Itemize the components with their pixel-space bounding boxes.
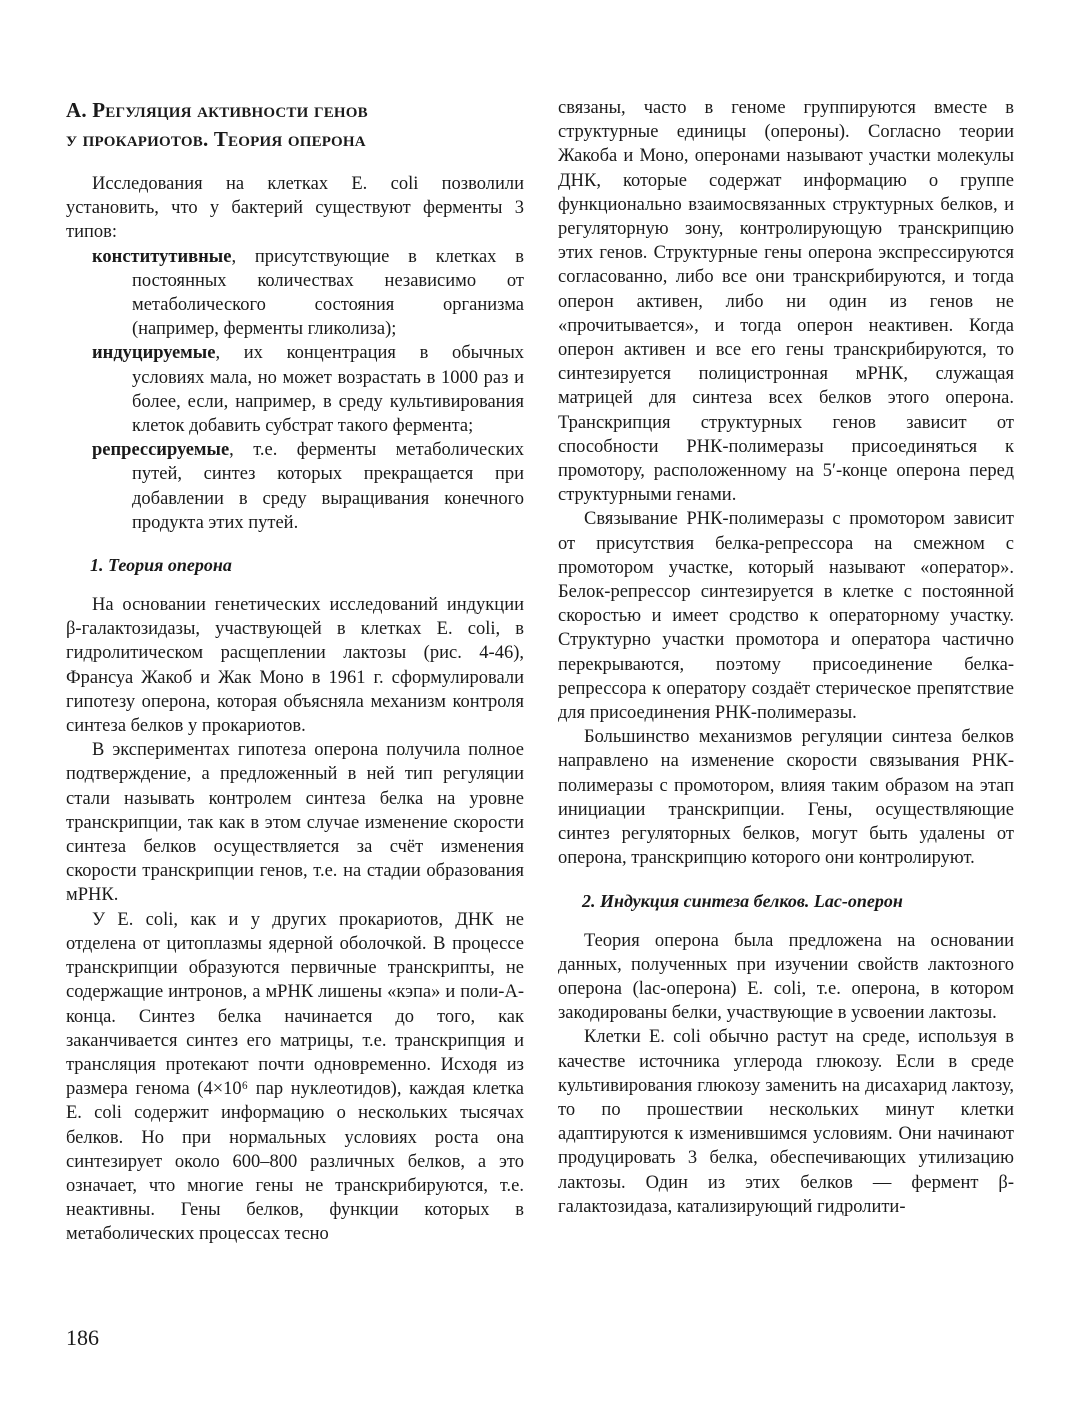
paragraph: Клетки E. coli обычно растут на среде, используя в качестве источника углерода глюкозу. Если в среде культивирования глюкозу заменить на дисахарид лактозу, то по прошествии нескольких минут клетки адаптируются к изменившимся условиям. Они начинают продуцировать 3 белка, обеспечивающих утилизацию лактозы. Один из этих белков — фермент β-галактозидаза, катализирующий гидролити- [558, 1027, 1014, 1217]
subsection-title-2: 2. Индукция синтеза белков. Lac-оперон [582, 890, 903, 911]
intro-paragraph: Исследования на клетках E. coli позволили установить, что у бактерий существуют ферменты 3 типов: [66, 174, 524, 243]
paragraph: На основании генетических исследований индукции β-галактозидазы, участвующей в клетках E. coli, в гидролитическом расщеплении лактозы (рис. 4-46), Франсуа Жакоб и Жак Моно в 1961 г. сформулировали гипотезу оперона, которая объясняла механизм контроля синтеза белков у прокариотов. [66, 595, 524, 737]
term: индуцируемые [92, 343, 216, 364]
definition: , т.е. ферменты метаболических путей, синтез которых прекращается при добавлении в среду выращивания конечного продукта этих путей. [132, 440, 524, 533]
left-column [66, 96, 524, 1247]
right-column [558, 96, 1014, 1219]
section-title-line-2: у прокариотов. Теория оперона [66, 127, 366, 151]
definition: , их концентрация в обычных условиях мала, но может возрастать в 1000 раз и более, если, например, в среду культивирования клеток добавить субстрат такого фермента; [132, 343, 524, 437]
section-title-line-1: А. Регуляция активности генов [66, 98, 368, 122]
paragraph: Теория оперона была предложена на основании данных, полученных при изучении свойств лактозного оперона (lac-оперона) E. coli, т.е. оперона, в котором закодированы белки, участвующие в усвоении лактозы. [558, 930, 1014, 1024]
page-number: 186 [66, 1325, 99, 1350]
term: конститутивные [92, 246, 232, 267]
enzyme-type-inducible [92, 341, 524, 438]
section-title [66, 96, 524, 154]
paragraph: Большинство механизмов регуляции синтеза белков направлено на изменение скорости связывания РНК-полимеразы с промотором, влияя таким образом на этап инициации транскрипции. Гены, осуществляющие синтез регуляторных белков, могут быть удалены от оперона, транскрипцию которого они контролируют. [558, 727, 1014, 869]
paragraph: Связывание РНК-полимеразы с промотором зависит от присутствия белка-репрессора на смежном с промотором участке, который называют «оператор». Белок-репрессор синтезируется в клетке с постоянной скоростью и имеет сродство к операторному участку. Структурно участки промотора и оператора частично перекрываются, поэтому присоединение белка-репрессора к оператору создаёт стерическое препятствие для присоединения РНК-полимеразы. [558, 509, 1014, 724]
subsection-title-1: 1. Теория оперона [90, 555, 232, 576]
definition: , присутствующие в клетках в постоянных количествах независимо от метаболического состояния организма (например, ферменты гликолиза); [132, 246, 524, 340]
enzyme-type-repressible [92, 438, 524, 535]
term: репрессируемые [92, 440, 230, 461]
paragraph: У E. coli, как и у других прокариотов, ДНК не отделена от цитоплазмы ядерной оболочкой. В процессе транскрипции образуются первичные транскрипты, не содержащие интронов, а мРНК лишены «кэпа» и поли-А-конца. Синтез белка начинается до того, как заканчивается синтез его матрицы, т.е. транскрипция и трансляция протекают почти одновременно. Исходя из размера генома (4×10⁶ пар нуклеотидов), каждая клетка E. coli содержит информацию о нескольких тысячах белков. Но при нормальных условиях роста она синтезирует около 600–800 различных белков, а это означает, что многие гены не транскрибируются, т.е. неактивны. Гены белков, функции которых в метаболических процессах тесно [66, 909, 524, 1245]
paragraph: В экспериментах гипотеза оперона получила полное подтверждение, а предложенный в ней тип регуляции стали называть контролем синтеза белка на уровне транскрипции, так как в этом случае изменение скорости синтеза белков осуществляется за счёт изменения скорости транскрипции генов, т.е. на стадии образования мРНК. [66, 740, 524, 906]
paragraph: связаны, часто в геноме группируются вместе в структурные единицы (опероны). Согласно теории Жакоба и Моно, оперонами называют участки молекулы ДНК, которые содержат информацию о группе функционально взаимосвязанных структурных белков, и регуляторную зону, контролирующую транскрипцию этих генов. Структурные гены оперона экспрессируются согласованно, либо все они транскрибируются, и тогда оперон активен, либо ни один из генов не «прочитывается», и тогда оперон неактивен. Когда оперон активен и все его гены транскрибируются, то синтезируется полицистронная мРНК, служащая матрицей для синтеза всех белков этого оперона. Транскрипция структурных генов зависит от способности РНК-полимеразы присоединяться к промотору, расположенному на 5′-конце оперона перед структурными генами. [558, 98, 1014, 506]
enzyme-type-constitutive [92, 245, 524, 342]
